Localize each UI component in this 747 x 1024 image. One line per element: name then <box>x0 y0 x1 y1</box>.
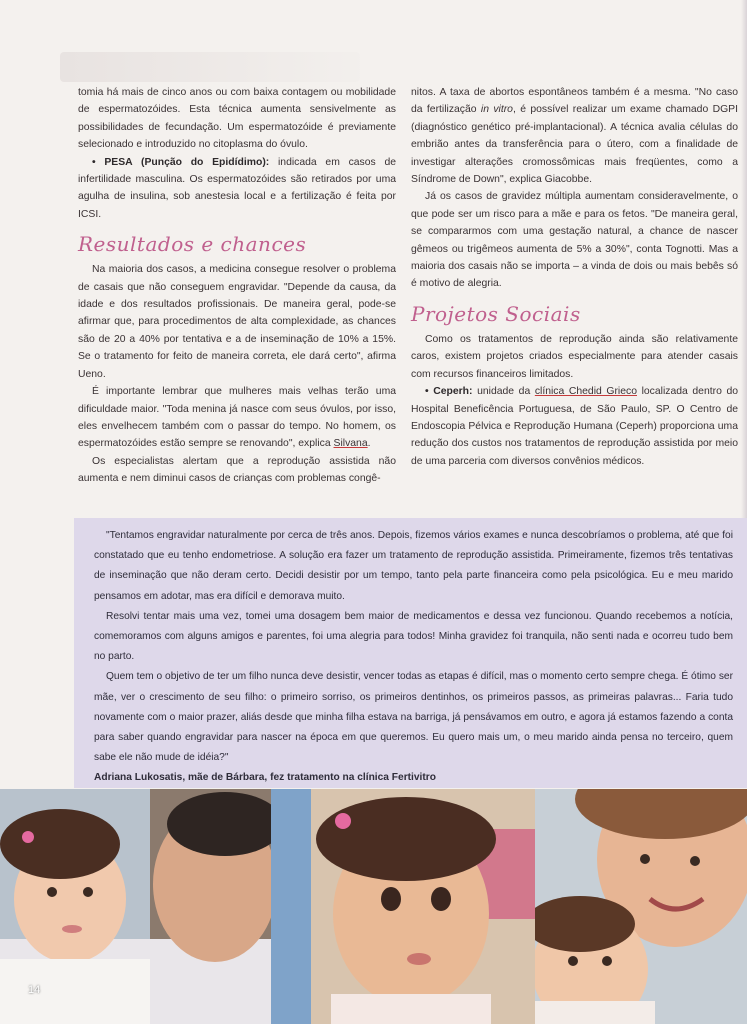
paragraph-especialistas: Os especialistas alertam que a reprodução assistida não aumenta e nem diminui casos de crianças com problemas congê- <box>78 455 396 485</box>
paragraph-gravidez-multipla: Já os casos de gravidez múltipla aumentam consideravelmente, o que pode ser um risco para a mãe e para os fetos. "De maneira geral, se compararmos com uma gestação natural, a chance de nascer gêmeos ou trigêmeos aumenta de 5% a 30%", conta Tognotti. Mas a maioria dos casais não se importa – a vinda de dois ou mais bebês só é motivo de alegria. <box>411 191 738 290</box>
paragraph-dgpi-b: , é possível realizar um exame chamado DGPI (diagnóstico genético pré-implantacional). A técnica avalia células do embrião antes da transferência para o útero, com a finalidade de investigar alterações cromossômicas mais freqüentes, como a Síndrome de Down", explica Giacobbe. <box>411 104 738 186</box>
clinic-name: clínica Chedid Grieco <box>534 386 637 398</box>
ceperh-text-b: localizada dentro do Hospital Beneficência Portuguesa, de São Paulo, SP. O Centro de Endoscopia Pélvica e Reprodução Humana (Ceperh) proporciona uma redução dos custos nos tratamentos de reprodução assistida por meio de uma parceria com diversos convênios médicos. <box>411 386 739 467</box>
paragraph-idade <box>78 383 396 453</box>
left-text-column <box>78 84 396 488</box>
paragraph-chances: Na maioria dos casos, a medicina consegue resolver o problema de casais que não conseguem engravidar. "Depende da causa, da idade e dos resultados profissionais. De maneira geral, pode-se afirmar que, para procedimentos de alta complexidade, as chances são de 20 a 40% por tentativa e a de inseminação de 10% a 15%. Se o tratamento for feito de maneira correta, ele dará certo", afirma Ueno. <box>78 264 396 380</box>
pesa-label: • PESA (Punção do Epidídimo): <box>92 156 270 168</box>
testimonial-box <box>74 518 747 788</box>
paragraph-dgpi <box>411 84 738 188</box>
photo-strip <box>0 789 747 1024</box>
paragraph-projetos: Como os tratamentos de reprodução ainda são relativamente caros, existem projetos criados especialmente para atender casais com recursos financeiros limitados. <box>411 333 738 380</box>
name-silvana: Silvana <box>333 438 368 450</box>
heading-resultados-chances: Resultados e chances <box>78 232 307 257</box>
photo-baby-closeup <box>271 789 535 1024</box>
paragraph-ceperh <box>411 383 738 470</box>
ceperh-text-a: unidade da <box>472 386 535 398</box>
in-vitro-italic: in vitro <box>480 104 513 116</box>
paragraph-icsi: tomia há mais de cinco anos ou com baixa contagem ou mobilidade de espermatozóides. Esta técnica aumenta sensivelmente as possibilidades de fecundação. Um espermatozóide é previamente selecionado e introduzido no citoplasma do óvulo. <box>78 87 396 151</box>
paragraph-dgpi-a: nitos. A taxa de abortos espontâneos também é a mesma. "No caso da fertilização <box>411 87 738 116</box>
heading-projetos-sociais: Projetos Sociais <box>411 301 581 326</box>
photo-mother-and-baby <box>535 789 747 1024</box>
ceperh-label: • Ceperh: <box>425 386 473 398</box>
photo-father-kissing-baby <box>0 789 271 1024</box>
faded-header-area <box>60 52 360 82</box>
page-number: 14 <box>28 984 41 996</box>
paragraph-idade-text: É importante lembrar que mulheres mais velhas terão uma dificuldade maior. "Toda menina já nasce com seus óvulos, por isso, eles envelhecem também com o passar do tempo. No homem, os espermatozóides estão sempre se renovando", explica <box>78 386 396 450</box>
paragraph-idade-end: . <box>367 438 371 450</box>
testimonial-paragraph-3: Quem tem o objetivo de ter um filho nunca deve desistir, vencer todas as etapas é difícil, mas o momento certo sempre chega. É ótimo ser mãe, ver o crescimento de seu filho: o primeiro sorriso, os primeiros dentinhos, os primeiros passos, as primeiras palavras... Faria tudo novamente com o maior prazer, aliás desde que minha filha estava na barriga, já pensávamos em outro, e agora já estamos fazendo a conta para saber quando engravidar para nascer na época em que queremos. Eu quero mais um, o meu marido ainda pensa no terceiro, quem sabe ele não mude de idéia?" <box>94 671 733 764</box>
paragraph-pesa <box>78 154 396 224</box>
right-text-column <box>411 84 738 470</box>
pesa-text: indicada em casos de infertilidade masculina. Os espermatozóides são retirados por uma agulha de insulina, sob anestesia local e a fertilização é feita por ICSI. <box>78 156 396 220</box>
testimonial-signature: Adriana Lukosatis, mãe de Bárbara, fez tratamento na clínica Fertivitro <box>94 772 436 784</box>
page-edge-shadow <box>741 0 747 530</box>
testimonial-paragraph-2: Resolvi tentar mais uma vez, tomei uma dosagem bem maior de medicamentos e dessa vez funcionou. Quando recebemos a notícia, comemoramos com alguns amigos e parentes, foi uma alegria para todos! Minha gravidez foi tranquila, não senti nada e ocorreu tudo bem no parto. <box>94 610 733 663</box>
testimonial-paragraph-1: "Tentamos engravidar naturalmente por cerca de três anos. Depois, fizemos vários exames e nunca descobríamos o problema, até que foi constatado que eu tenho endometriose. A solução era fazer um tratamento de reprodução assistida. Primeiramente, fizemos três tentativas de inseminação que não deram certo. Decidi desistir por um tempo, tanto pela parte financeira como pela psicológica. Eu e meu marido pensamos em adotar, mas era difícil e demorava muito. <box>94 530 733 602</box>
